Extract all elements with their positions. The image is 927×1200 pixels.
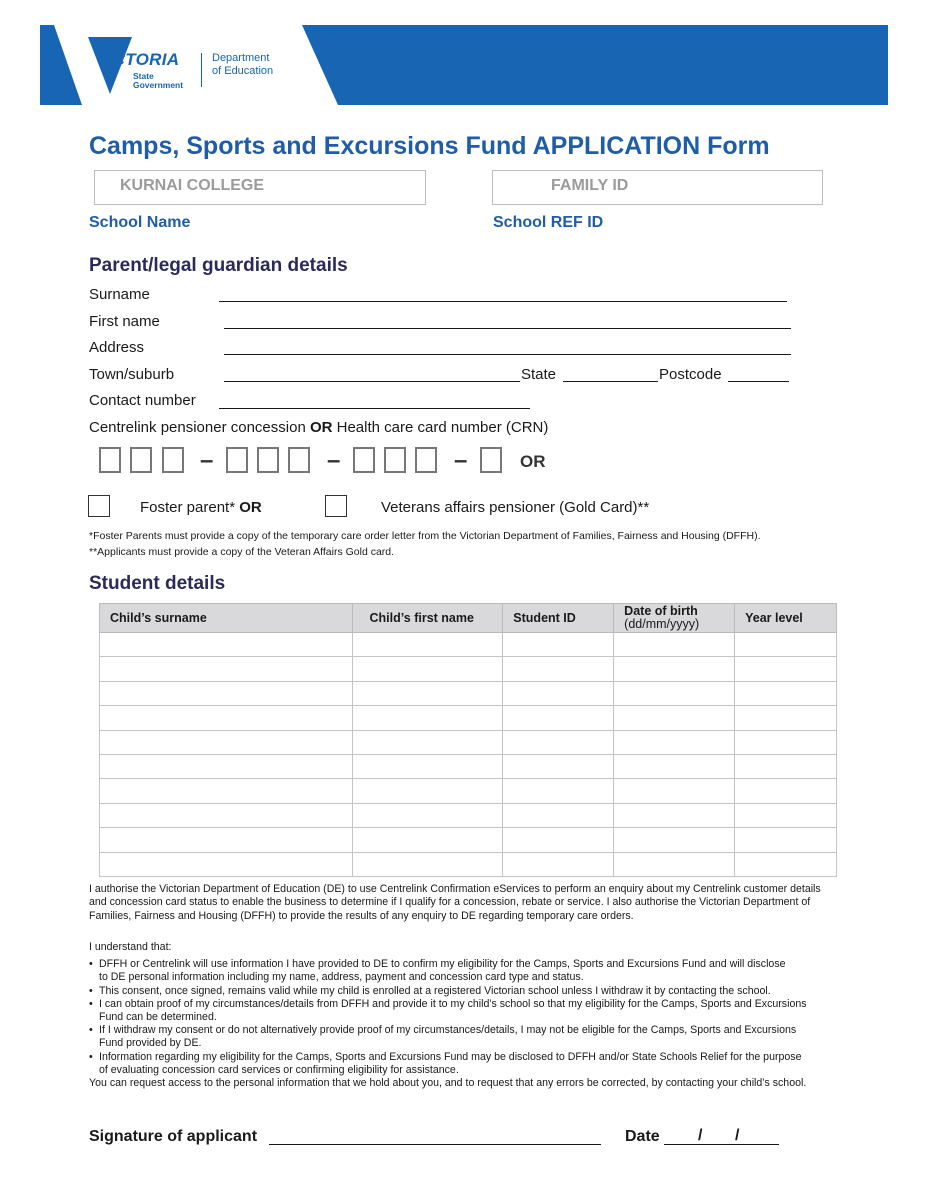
col-student-id: Student ID bbox=[503, 604, 614, 633]
signature-label: Signature of applicant bbox=[89, 1128, 258, 1145]
surname-line[interactable] bbox=[219, 301, 787, 302]
col-dob bbox=[614, 604, 735, 633]
date-line[interactable] bbox=[664, 1144, 779, 1145]
logo-sub-1: State bbox=[133, 71, 154, 81]
foster-parent-or: OR bbox=[239, 499, 262, 516]
school-name-field[interactable] bbox=[94, 170, 426, 205]
table-row bbox=[100, 828, 837, 852]
table-cell[interactable] bbox=[352, 828, 503, 852]
crn-digit-box[interactable] bbox=[288, 447, 310, 473]
table-cell[interactable] bbox=[735, 730, 837, 754]
table-cell[interactable] bbox=[352, 779, 503, 803]
address-label: Address bbox=[89, 339, 145, 356]
dept-line-2: of Education bbox=[212, 65, 274, 77]
signature-line[interactable] bbox=[269, 1144, 601, 1145]
bullet-text: DFFH or Centrelink will use information I have provided to DE to confirm my eligibility for the Camps, Sports and Excursions Fund and will disclose bbox=[99, 958, 786, 970]
bullet-text: Fund provided by DE. bbox=[99, 1037, 202, 1050]
consent-line-2: and concession card status to enable the business to determine if I qualify for a concession, rebate or service. I also authorise the Victorian Department of bbox=[89, 896, 811, 909]
bullet-text: Information regarding my eligibility for the Camps, Sports and Excursions Fund may be disclosed to DFFH and/or State Schools Relief for the purpose bbox=[99, 1051, 802, 1063]
bullet-text: This consent, once signed, remains valid while my child is enrolled at a registered Victorian school unless I withdraw it by contacting the school. bbox=[99, 985, 771, 997]
col-surname: Child’s surname bbox=[100, 604, 353, 633]
table-cell[interactable] bbox=[735, 706, 837, 730]
table-cell[interactable] bbox=[352, 681, 503, 705]
date-slash-1: / bbox=[698, 1127, 703, 1144]
crn-label-or: OR bbox=[309, 419, 333, 436]
bullet-dot: • bbox=[89, 1051, 93, 1063]
crn-digit-box[interactable] bbox=[130, 447, 152, 473]
date-label: Date bbox=[625, 1128, 660, 1145]
table-cell[interactable] bbox=[503, 779, 614, 803]
first-name-label: First name bbox=[89, 313, 160, 330]
table-cell[interactable] bbox=[614, 852, 735, 876]
table-cell[interactable] bbox=[614, 779, 735, 803]
table-cell[interactable] bbox=[100, 633, 353, 657]
table-cell[interactable] bbox=[503, 706, 614, 730]
school-name-value: KURNAI COLLEGE bbox=[120, 177, 264, 194]
consent-line-1: I authorise the Victorian Department of Education (DE) to use Centrelink Confirmation eServices to perform an enquiry about my Centrelink customer details bbox=[89, 883, 821, 895]
table-cell[interactable] bbox=[735, 828, 837, 852]
table-cell[interactable] bbox=[614, 633, 735, 657]
crn-or-mark: OR bbox=[520, 452, 546, 471]
bullet-text: to DE personal information including my name, address, payment and concession card type and status. bbox=[99, 971, 584, 984]
crn-label-post: Health care card number (CRN) bbox=[332, 419, 549, 436]
date-slash-2: / bbox=[735, 1127, 740, 1144]
crn-label bbox=[89, 419, 548, 436]
table-cell[interactable] bbox=[614, 754, 735, 778]
postcode-label: Postcode bbox=[659, 366, 722, 383]
table-row bbox=[100, 681, 837, 705]
postcode-line[interactable] bbox=[728, 381, 789, 382]
table-cell[interactable] bbox=[735, 803, 837, 827]
table-cell[interactable] bbox=[503, 730, 614, 754]
state-line[interactable] bbox=[563, 381, 658, 382]
crn-digit-box[interactable] bbox=[226, 447, 248, 473]
table-cell[interactable] bbox=[100, 779, 353, 803]
first-name-line[interactable] bbox=[224, 328, 791, 329]
table-row bbox=[100, 754, 837, 778]
table-cell[interactable] bbox=[614, 681, 735, 705]
student-heading: Student details bbox=[89, 573, 226, 594]
bullet-text: Fund can be determined. bbox=[99, 1011, 217, 1024]
table-cell[interactable] bbox=[614, 730, 735, 754]
school-name-label: School Name bbox=[89, 214, 191, 231]
table-cell[interactable] bbox=[352, 803, 503, 827]
logo-main: VICTORIA bbox=[96, 50, 180, 69]
crn-digit-box[interactable] bbox=[353, 447, 375, 473]
address-line[interactable] bbox=[224, 354, 791, 355]
table-cell[interactable] bbox=[735, 657, 837, 681]
bullet-text: of evaluating concession card services or confirming eligibility for assistance. bbox=[99, 1064, 459, 1077]
table-cell[interactable] bbox=[100, 754, 353, 778]
table-row bbox=[100, 852, 837, 876]
bullet-dot: • bbox=[89, 985, 93, 997]
table-cell[interactable] bbox=[614, 828, 735, 852]
table-row bbox=[100, 706, 837, 730]
family-id-value: FAMILY ID bbox=[551, 177, 629, 194]
veterans-note: **Applicants must provide a copy of the Veteran Affairs Gold card. bbox=[89, 546, 395, 558]
col-dob-format: (dd/mm/yyyy) bbox=[624, 617, 700, 631]
table-row bbox=[100, 657, 837, 681]
bullet-dot: • bbox=[89, 1024, 93, 1036]
crn-dash: – bbox=[454, 447, 468, 474]
table-row bbox=[100, 803, 837, 827]
table-cell[interactable] bbox=[100, 730, 353, 754]
state-label: State bbox=[521, 366, 557, 383]
form-title: Camps, Sports and Excursions Fund APPLICATION Form bbox=[89, 132, 770, 160]
table-cell[interactable] bbox=[503, 852, 614, 876]
student-table bbox=[99, 603, 837, 877]
bullet-dot: • bbox=[89, 998, 93, 1010]
school-ref-label: School REF ID bbox=[493, 214, 604, 231]
contact-line[interactable] bbox=[219, 408, 530, 409]
crn-digit-box[interactable] bbox=[415, 447, 437, 473]
table-cell[interactable] bbox=[614, 657, 735, 681]
bullet-dot: • bbox=[89, 958, 93, 970]
table-cell[interactable] bbox=[503, 828, 614, 852]
table-cell[interactable] bbox=[735, 633, 837, 657]
dept-line-1: Department bbox=[212, 52, 270, 64]
table-cell[interactable] bbox=[352, 633, 503, 657]
table-row bbox=[100, 779, 837, 803]
table-cell[interactable] bbox=[100, 681, 353, 705]
crn-digit-box[interactable] bbox=[384, 447, 406, 473]
crn-digit-box[interactable] bbox=[162, 447, 184, 473]
table-cell[interactable] bbox=[735, 754, 837, 778]
crn-label-pre: Centrelink pensioner concession bbox=[89, 419, 310, 436]
guardian-heading: Parent/legal guardian details bbox=[89, 255, 348, 276]
consent-line-3: Families, Fairness and Housing (DFFH) to provide the results of any enquiry to DE regarding temporary care orders. bbox=[89, 909, 634, 922]
student-table-header bbox=[100, 604, 837, 633]
table-cell[interactable] bbox=[614, 803, 735, 827]
col-first-name: Child’s first name bbox=[352, 604, 503, 633]
table-row bbox=[100, 633, 837, 657]
table-cell[interactable] bbox=[352, 657, 503, 681]
logo-divider bbox=[201, 53, 202, 87]
table-cell[interactable] bbox=[735, 852, 837, 876]
table-cell[interactable] bbox=[614, 706, 735, 730]
bullet-text: If I withdraw my consent or do not alternatively provide proof of my circumstances/details, I may not be eligible for the Camps, Sports and Excursions bbox=[99, 1024, 797, 1036]
table-cell[interactable] bbox=[503, 657, 614, 681]
foster-note: *Foster Parents must provide a copy of the temporary care order letter from the Victorian Department of Families, Fairness and Housing (DFFH). bbox=[89, 530, 761, 542]
foster-parent-label bbox=[140, 499, 262, 516]
col-dob-title: Date of birth bbox=[624, 604, 698, 618]
table-cell[interactable] bbox=[735, 779, 837, 803]
surname-label: Surname bbox=[89, 286, 150, 303]
table-cell[interactable] bbox=[100, 803, 353, 827]
foster-parent-checkbox[interactable] bbox=[88, 495, 110, 517]
table-cell[interactable] bbox=[352, 754, 503, 778]
table-cell[interactable] bbox=[100, 828, 353, 852]
table-cell[interactable] bbox=[352, 706, 503, 730]
table-cell[interactable] bbox=[100, 706, 353, 730]
foster-parent-text: Foster parent* bbox=[140, 499, 240, 516]
contact-label: Contact number bbox=[89, 392, 196, 409]
crn-dash: – bbox=[327, 447, 341, 474]
closing-text: You can request access to the personal information that we hold about you, and to request that any errors be corrected, by contacting your child’s school. bbox=[89, 1077, 807, 1089]
table-cell[interactable] bbox=[352, 730, 503, 754]
consent-paragraph bbox=[89, 883, 889, 923]
veterans-label: Veterans affairs pensioner (Gold Card)** bbox=[381, 499, 650, 516]
family-id-field[interactable] bbox=[492, 170, 823, 205]
table-cell[interactable] bbox=[503, 803, 614, 827]
town-line[interactable] bbox=[224, 381, 520, 382]
understand-heading: I understand that: bbox=[89, 941, 172, 953]
table-row bbox=[100, 730, 837, 754]
town-label: Town/suburb bbox=[89, 366, 175, 383]
table-cell[interactable] bbox=[503, 681, 614, 705]
crn-digit-box[interactable] bbox=[99, 447, 121, 473]
crn-dash: – bbox=[200, 447, 214, 474]
crn-digit-box[interactable] bbox=[257, 447, 279, 473]
table-cell[interactable] bbox=[503, 633, 614, 657]
table-cell[interactable] bbox=[100, 852, 353, 876]
crn-digit-box[interactable] bbox=[480, 447, 502, 473]
table-cell[interactable] bbox=[100, 657, 353, 681]
table-cell[interactable] bbox=[503, 754, 614, 778]
bullet-text: I can obtain proof of my circumstances/details from DFFH and provide it to my child’s school so that my eligibility for the Camps, Sports and Excursions bbox=[99, 998, 807, 1010]
table-cell[interactable] bbox=[735, 681, 837, 705]
logo-sub-2: Government bbox=[133, 80, 184, 90]
col-year-level: Year level bbox=[735, 604, 837, 633]
table-cell[interactable] bbox=[352, 852, 503, 876]
veterans-checkbox[interactable] bbox=[325, 495, 347, 517]
